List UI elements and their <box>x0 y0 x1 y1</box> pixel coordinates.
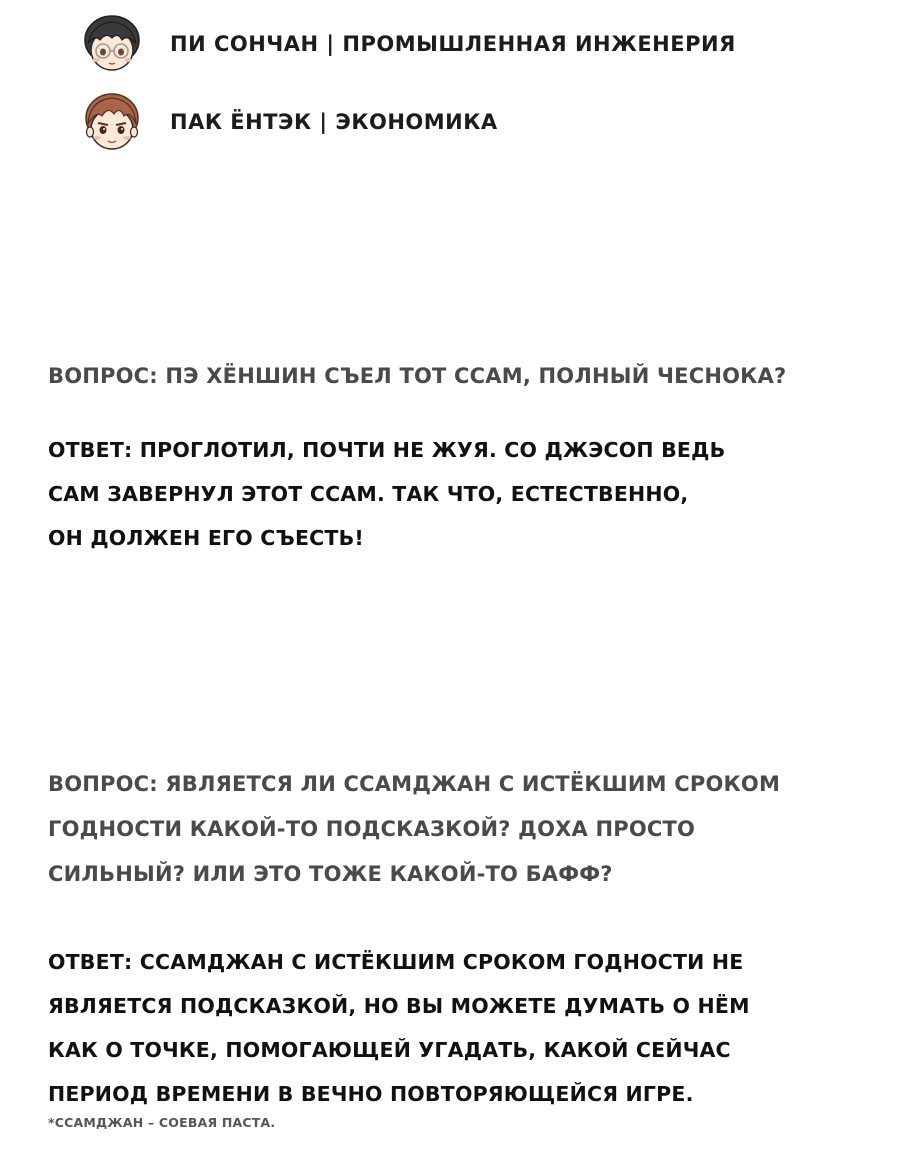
question-2 <box>48 762 780 897</box>
author-avatar-icon <box>78 88 146 156</box>
answer-line: ЯВЛЯЕТСЯ ПОДСКАЗКОЙ, НО ВЫ МОЖЕТЕ ДУМАТЬ О НЁМ <box>48 994 750 1018</box>
question-1 <box>48 364 786 388</box>
author-row-2 <box>78 88 498 156</box>
answer-line: ОТВЕТ: ПРОГЛОТИЛ, ПОЧТИ НЕ ЖУЯ. СО ДЖЭСОП ВЕДЬ <box>48 438 726 462</box>
question-line: СИЛЬНЫЙ? ИЛИ ЭТО ТОЖЕ КАКОЙ-ТО БАФФ? <box>48 862 613 886</box>
author-row-1 <box>78 10 736 78</box>
answer-line: ОН ДОЛЖЕН ЕГО СЪЕСТЬ! <box>48 526 364 550</box>
author-avatar-icon <box>78 10 146 78</box>
answer-line: КАК О ТОЧКЕ, ПОМОГАЮЩЕЙ УГАДАТЬ, КАКОЙ СЕЙЧАС <box>48 1038 731 1062</box>
question-line: ГОДНОСТИ КАКОЙ-ТО ПОДСКАЗКОЙ? ДОХА ПРОСТО <box>48 817 696 841</box>
answer-line: ПЕРИОД ВРЕМЕНИ В ВЕЧНО ПОВТОРЯЮЩЕЙСЯ ИГРЕ. <box>48 1082 694 1106</box>
author-name: ПАК ЁНТЭК | ЭКОНОМИКА <box>170 110 498 134</box>
question-line: ВОПРОС: ПЭ ХЁНШИН СЪЕЛ ТОТ ССАМ, ПОЛНЫЙ ЧЕСНОКА? <box>48 364 787 388</box>
footnote: *ССАМДЖАН – СОЕВАЯ ПАСТА. <box>48 1115 276 1130</box>
answer-line: САМ ЗАВЕРНУЛ ЭТОТ ССАМ. ТАК ЧТО, ЕСТЕСТВЕННО, <box>48 482 689 506</box>
answer-line: ОТВЕТ: ССАМДЖАН С ИСТЁКШИМ СРОКОМ ГОДНОСТИ НЕ <box>48 950 744 974</box>
author-name: ПИ СОНЧАН | ПРОМЫШЛЕННАЯ ИНЖЕНЕРИЯ <box>170 32 736 56</box>
question-line: ВОПРОС: ЯВЛЯЕТСЯ ЛИ ССАМДЖАН С ИСТЁКШИМ СРОКОМ <box>48 772 781 796</box>
answer-1 <box>48 428 725 560</box>
answer-2 <box>48 940 750 1116</box>
